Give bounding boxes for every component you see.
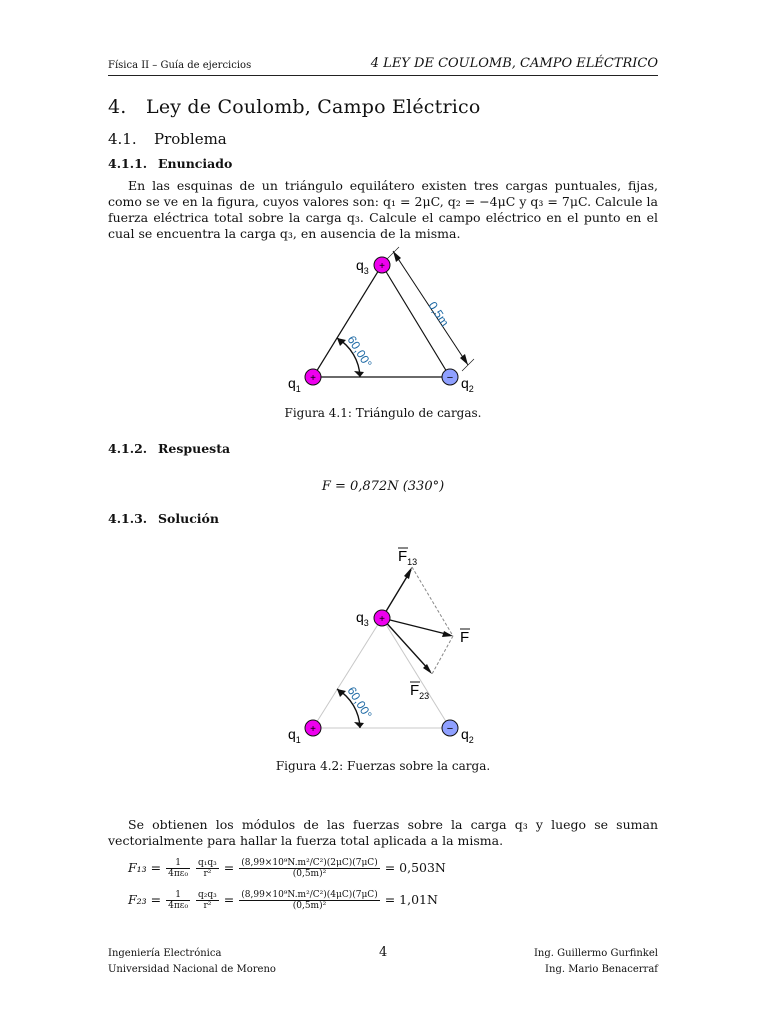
angle-arc-arrow xyxy=(354,722,364,728)
subsection-respuesta xyxy=(108,441,230,456)
solution-paragraph xyxy=(108,817,658,849)
faded-side-q3-q2 xyxy=(382,618,450,728)
charge-q1-sign: + xyxy=(310,724,316,735)
triangle-charges-figure xyxy=(270,245,510,395)
dashed-construction-1 xyxy=(412,567,453,636)
coulomb-constant-fraction: $\frac{1}{\text{4πε₀}}$ xyxy=(168,858,189,879)
q3-label: $q_3$ xyxy=(356,609,369,628)
subsection-solucion xyxy=(108,511,219,526)
subsection-number: 4.1.3. xyxy=(108,511,148,526)
problem-statement xyxy=(108,178,658,242)
force-total-vector xyxy=(382,618,450,635)
angle-arc-arrow xyxy=(354,371,364,377)
charge-q2-sign: − xyxy=(446,723,454,735)
charge-q2-sign: − xyxy=(446,372,454,384)
footer-left-line-1: Ingeniería Electrónica xyxy=(108,948,222,959)
running-header-left: Física II – Guía de ejercicios xyxy=(108,60,252,71)
angle-arc-arrow-top xyxy=(337,338,346,346)
footer-right-line-1: Ing. Guillermo Gurfinkel xyxy=(533,948,658,959)
subsection-title: Solución xyxy=(158,511,219,526)
coulomb-constant-fraction: $\frac{1}{\text{4πε₀}}$ xyxy=(168,890,189,911)
section-title: Problema xyxy=(154,130,227,148)
subsection-title: Enunciado xyxy=(158,156,233,171)
angle-label: 60,00° xyxy=(344,333,375,371)
eq-f13-result: = 0,503N xyxy=(384,860,446,875)
side-length-label: 0,5m xyxy=(425,299,452,330)
chapter-heading xyxy=(108,96,481,118)
subsection-number: 4.1.2. xyxy=(108,441,148,456)
solution-text: Se obtienen los módulos de las fuerzas sobre la carga q₃ y luego se suman vectorialmente para hallar la fuerza total aplicada a la misma. xyxy=(108,817,658,848)
q2-label: $q_2$ xyxy=(461,726,474,745)
eq-f13-lhs: F₁₃ = xyxy=(128,860,162,875)
header-rule xyxy=(108,75,658,76)
charge-product-fraction: $\frac{\text{q₁q₃}}{\text{r²}}$ xyxy=(198,858,217,879)
charge-product-fraction: $\frac{\text{q₂q₃}}{\text{r²}}$ xyxy=(198,890,217,911)
chapter-title: Ley de Coulomb, Campo Eléctrico xyxy=(146,96,481,118)
page-number: 4 xyxy=(379,945,388,960)
equation-f13: F₁₃ = $\frac{1}{\text{4πε₀}}$ $\frac{\text{q₁q₃}}{\text{r²}}$ = $\frac{\text{(8,99×10⁹N.m²/C²)(2μC)(7μC)}}{\text{(0,5m)²}}$ = 0,503N xyxy=(128,858,446,879)
q2-label: $q_2$ xyxy=(461,375,474,394)
section-heading xyxy=(108,130,227,148)
force-vectors-figure xyxy=(270,540,510,750)
figure-1-caption: Figura 4.1: Triángulo de cargas. xyxy=(284,406,482,420)
subsection-number: 4.1.1. xyxy=(108,156,148,171)
footer-left-line-2: Universidad Nacional de Moreno xyxy=(108,964,276,975)
charge-q3-sign: + xyxy=(379,261,385,272)
numeric-substitution-fraction: $\frac{\text{(8,99×10⁹N.m²/C²)(2μC)(7μC)}}{\text{(0,5m)²}}$ xyxy=(241,858,378,879)
running-header-right: 4 LEY DE COULOMB, CAMPO ELÉCTRICO xyxy=(370,56,658,71)
angle-arc-arrow-top xyxy=(337,689,346,697)
section-number: 4.1. xyxy=(108,130,137,148)
q1-label: $q_1$ xyxy=(288,375,301,394)
f-total-label: F xyxy=(460,629,470,646)
eq-f23-lhs: F₂₃ = xyxy=(128,892,162,907)
eq-f23-result: = 1,01N xyxy=(384,892,438,907)
f23-label: $F_{23}$ xyxy=(410,682,430,701)
problem-statement-text: En las esquinas de un triángulo equilátero existen tres cargas puntuales, fijas, como se ve en la figura, cuyos valores son: q₁ = 2μC, q₂ = −4μC y q₃ = 7μC. Calcule la fuerza eléctrica total sobre la carga q₃. Calcule el campo eléctrico en el punto en el cual se encuentra la carga q₃, en ausencia de la misma. xyxy=(108,178,658,241)
figure-2-caption: Figura 4.2: Fuerzas sobre la carga. xyxy=(275,759,491,773)
footer-right-line-2: Ing. Mario Benacerraf xyxy=(545,964,658,975)
dashed-construction-2 xyxy=(432,636,453,674)
subsection-enunciado xyxy=(108,156,232,171)
angle-label: 60,00° xyxy=(344,684,375,722)
f13-label: $F_{13}$ xyxy=(398,548,418,567)
answer-formula: F = 0,872N (330°) xyxy=(321,479,445,494)
charge-q3-sign: + xyxy=(379,614,385,625)
force-f13-arrowhead xyxy=(404,567,412,579)
dimension-arrow-bottom xyxy=(460,354,468,365)
equation-f23: F₂₃ = $\frac{1}{\text{4πε₀}}$ $\frac{\text{q₂q₃}}{\text{r²}}$ = $\frac{\text{(8,99×10⁹N.m²/C²)(4μC)(7μC)}}{\text{(0,5m)²}}$ = 1,01N xyxy=(128,890,438,911)
q3-label: $q_3$ xyxy=(356,257,369,276)
q1-label: $q_1$ xyxy=(288,726,301,745)
force-f23-vector xyxy=(382,618,430,671)
dimension-arrow-top xyxy=(393,251,401,262)
numeric-substitution-fraction: $\frac{\text{(8,99×10⁹N.m²/C²)(4μC)(7μC)}}{\text{(0,5m)²}}$ xyxy=(241,890,378,911)
subsection-title: Respuesta xyxy=(158,441,231,456)
chapter-number: 4. xyxy=(108,96,127,118)
charge-q1-sign: + xyxy=(310,373,316,384)
